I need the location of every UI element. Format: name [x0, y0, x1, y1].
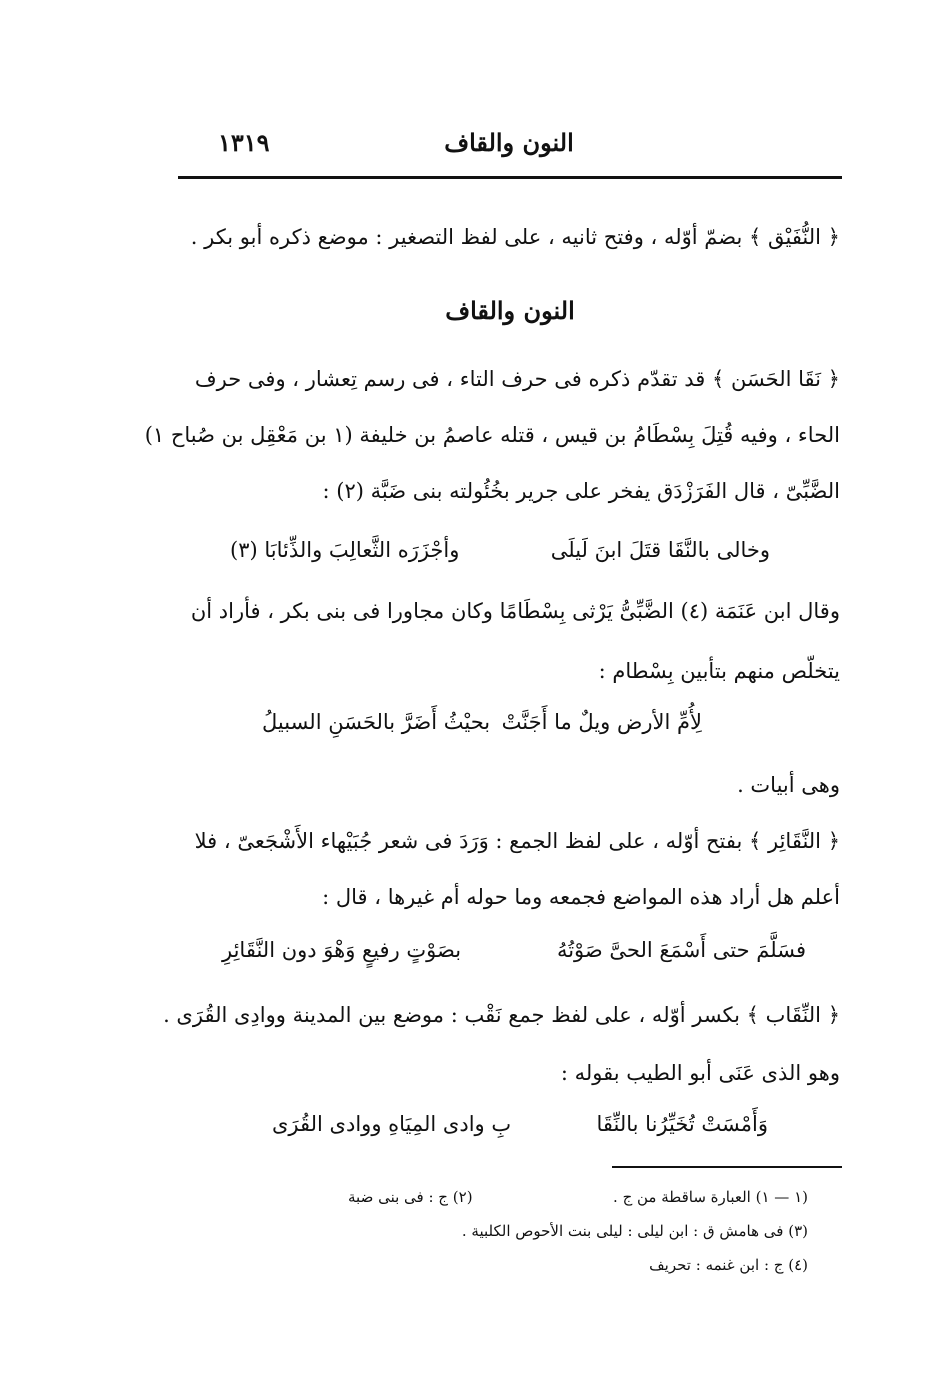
footnote-3: (٣) فى هامش ق : ابن ليلى : ليلى بنت الأحوص الكلبية . — [461, 1222, 808, 1240]
footnote-rule — [612, 1166, 842, 1168]
page-number: ١٣١٩ — [218, 128, 270, 157]
footnote-4: (٤) ج : ابن غنمه : تحريف — [649, 1256, 808, 1274]
verse-1-second-hemistich: وأجْزَرَه الثَّعالِبَ والذِّئابَا (٣) — [230, 538, 460, 562]
footnote-1: (١ — ١) العبارة ساقطة من ج . — [613, 1188, 808, 1206]
entry-naqa-line-1: ﴿ نَقَا الحَسَن ﴾ قد تقدّم ذكره فى حرف التاء ، فى رسم تِعشار ، وفى حرف — [194, 367, 840, 391]
running-head: النون والقاف — [444, 128, 574, 157]
section-title: النون والقاف — [445, 296, 575, 325]
entry-naqair-line-2: أعلم هل أراد هذه المواضع فجمعه وما حوله أم غيرها ، قال : — [322, 885, 840, 909]
page-header — [178, 128, 840, 168]
entry-niqab-line-1: ﴿ النِّقَاب ﴾ بكسر أوّله ، على لفظ جمع نَقْب : موضع بين المدينة ووادِى القُرَى . — [163, 1003, 840, 1027]
entry-nufayq: ﴿ النُّفَيْق ﴾ بضمّ أوّله ، وفتح ثانيه ، على لفظ التصغير : موضع ذكره أبو بكر . — [190, 225, 840, 249]
entry-naqair-line-1: ﴿ النَّقَائِر ﴾ بفتح أوّله ، على لفظ الجمع : وَرَدَ فى شعر جُبَيْهاء الأَشْجَعىّ ، فلا — [194, 829, 840, 853]
verse-3-second-hemistich: بصَوْتٍ رفيعٍ وَهْوَ دون النَّقَائِرِ — [222, 938, 462, 962]
verse-3-first-hemistich: فسَلَّمَ حتى أَسْمَعَ الحىَّ صَوْتُهُ — [556, 938, 806, 962]
verse-4-first-hemistich: وَأَمْسَتْ تُخَيِّرُنا بالنِّقَا — [596, 1112, 768, 1136]
verse-2-second-hemistich: بحيْثُ أَضَرَّ بالحَسَنِ السبيلُ — [262, 710, 491, 734]
footnote-2: (٢) ج : فى بنى ضبة — [348, 1188, 473, 1206]
entry-naqa-line-2: الحاء ، وفيه قُتِلَ بِسْطَامُ بن قيس ، قتله عاصمُ بن خليفة (١ بن مَعْقِل بن صُباح ١) — [144, 423, 840, 447]
entry-naqa-line-3: الضَّبِّىّ ، قال الفَرَزْدَق يفخر على جرير بخُئُولته بنى ضَبَّة (٢) : — [322, 479, 840, 503]
header-rule — [178, 176, 842, 179]
entry-niqab-line-2: وهو الذى عَنَى أبو الطيب بقوله : — [560, 1061, 840, 1085]
verse-1-first-hemistich: وخالى بالنَّقَا قتَلَ ابنَ لَيلَى — [550, 538, 770, 562]
verse-2-first-hemistich: لِأُمِّ الأرض ويلٌ ما أَجَنَّتْ — [501, 710, 702, 734]
verse-4-second-hemistich: بِ وادى المِيَاهِ ووادى القُرَى — [272, 1112, 512, 1136]
entry-naqa-line-4: وقال ابن عَنَمَة (٤) الضَّبِّىُّ يَرْثى بِسْطَامًا وكان مجاورا فى بنى بكر ، فأراد أن — [190, 599, 840, 623]
entry-naqa-line-5: يتخلّص منهم بتأبين بِسْطام : — [598, 659, 840, 683]
entry-naqa-line-6: وهى أبيات . — [737, 773, 840, 797]
